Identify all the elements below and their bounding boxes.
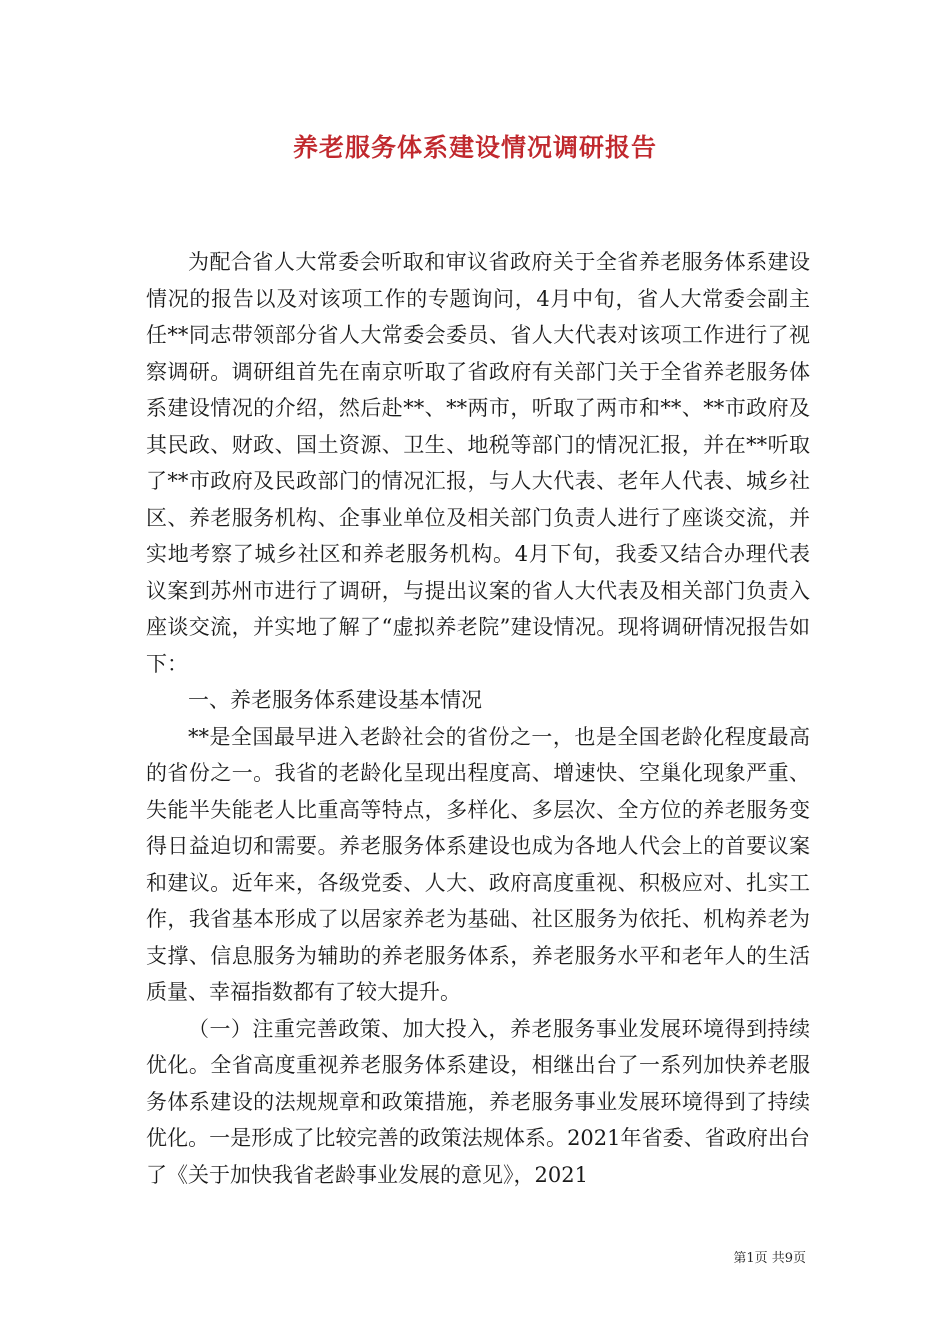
document-title: 养老服务体系建设情况调研报告 [292, 133, 657, 162]
page-number: 第1页 共9页 [733, 1251, 806, 1266]
document-body [146, 244, 810, 1193]
paragraph-intro: 为配合省人大常委会听取和审议省政府关于全省养老服务体系建设情况的报告以及对该项工作的专题询问，4月中旬，省人大常委会副主任**同志带领部分省人大常委会委员、省人大代表对该项工作进行了视察调研。调研组首先在南京听取了省政府有关部门关于全省养老服务体系建设情况的介绍，然后赴**、**两市，听取了两市和**、**市政府及其民政、财政、国土资源、卫生、地税等部门的情况汇报，并在**听取了**市政府及民政部门的情况汇报，与人大代表、老年人代表、城乡社区、养老服务机构、企事业单位及相关部门负责人进行了座谈交流，并实地考察了城乡社区和养老服务机构。4月下旬，我委又结合办理代表议案到苏州市进行了调研，与提出议案的省人大代表及相关部门负责入座谈交流，并实地了解了“虚拟养老院”建设情况。现将调研情况报告如下： [146, 250, 810, 676]
paragraph-policy: （一）注重完善政策、加大投入，养老服务事业发展环境得到持续优化。全省高度重视养老服务体系建设，相继出台了一系列加快养老服务体系建设的法规规章和政策措施，养老服务事业发展环境得到了持续优化。一是形成了比较完善的政策法规体系。2021年省委、省政府出台了《关于加快我省老龄事业发展的意见》，2021 [146, 1016, 810, 1187]
paragraph-overview: **是全国最早进入老龄社会的省份之一，也是全国老龄化程度最高的省份之一。我省的老龄化呈现出程度高、增速快、空巢化现象严重、失能半失能老人比重高等特点，多样化、多层次、全方位的养老服务变得日益迫切和需要。养老服务体系建设也成为各地人代会上的首要议案和建议。近年来，各级党委、人大、政府高度重视、积极应对、扎实工作，我省基本形成了以居家养老为基础、社区服务为依托、机构养老为支撑、信息服务为辅助的养老服务体系，养老服务水平和老年人的生活质量、幸福指数都有了较大提升。 [146, 724, 810, 1004]
section-heading: 一、养老服务体系建设基本情况 [188, 688, 482, 712]
